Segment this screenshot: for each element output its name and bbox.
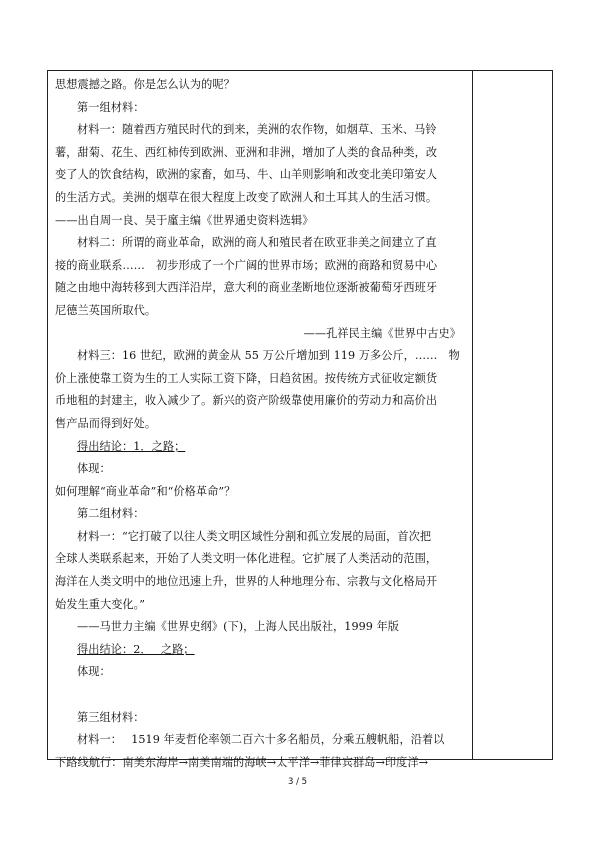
text-line: 材料三：16 世纪，欧洲的黄金从 55 万公斤增加到 119 万多公斤，…… 物: [77, 349, 460, 363]
text-line: 材料一： 1519 年麦哲伦率领二百六十多名船员，分乘五艘帆船，沿着以: [77, 733, 445, 747]
text-line: 思想震撼之路。你是怎么认为的呢？: [55, 78, 235, 91]
text-line: 接的商业联系…… 初步形成了一个广阔的世界市场；欧洲的商路和贸易中心: [55, 258, 438, 272]
table-column-divider: [472, 70, 473, 760]
text-line: 下路线航行：南美东海岸→南美南端的海峡→太平洋→菲律宾群岛→印度洋→: [55, 755, 429, 769]
text-line: 第一组材料：: [77, 100, 145, 114]
text-line: 体现：: [77, 665, 111, 679]
text-line: 材料一：随着西方殖民时代的到来，美洲的农作物，如烟草、玉米、马铃: [77, 123, 437, 137]
text-line: 售产品而得到好处。: [55, 416, 157, 430]
text-line: 尼德兰英国所取代。: [55, 303, 157, 317]
text-line: 始发生重大变化。”: [55, 597, 146, 611]
text-line: [55, 639, 467, 662]
text-line: 全球人类联系起来，开始了人类文明一体化进程。它扩展了人类活动的范围，: [55, 552, 438, 566]
text-line: 第二组材料：: [77, 507, 145, 521]
text-line: 第三组材料：: [77, 710, 145, 724]
text-line: 随之由地中海转移到大西洋沿岸，意大利的商业垄断地位逐渐被葡萄牙西班牙: [55, 281, 438, 295]
conclusion-text: 得出结论：2． 之路；: [77, 642, 195, 656]
text-line: 币地租的封建主，收入减少了。新兴的资产阶级靠使用廉价的劳动力和高价出: [55, 394, 438, 408]
text-line: [55, 436, 467, 459]
conclusion-text: 得出结论：1．之路；: [77, 439, 186, 453]
text-line: 材料一：“它打破了以往人类文明区域性分割和孤立发展的局面，首次把: [77, 529, 432, 543]
text-line: 薯，甜菊、花生、西红柿传到欧洲、亚洲和非洲，增加了人类的食品种类，改: [55, 145, 438, 159]
text-line: 材料二：所谓的商业革命，欧洲的商人和殖民者在欧亚非美之间建立了直: [77, 236, 437, 250]
text-line: ——孔祥民主编《世界中古史》: [303, 326, 461, 340]
page-number: 3 / 5: [287, 777, 308, 787]
text-line: 价上涨使靠工资为生的工人实际工资下降，日趋贫困。按传统方式征收定额货: [55, 371, 438, 385]
text-line: 的生活方式。美洲的烟草在很大程度上改变了欧洲人和土耳其人的生活习惯。: [55, 190, 438, 204]
text-line: 变了人的饮食结构，欧洲的家畜，如马、牛、山羊则影响和改变北美印第安人: [55, 168, 438, 182]
text-line: ——出自周一良、吴于廑主编《世界通史资料选辑》: [55, 213, 314, 227]
text-line: 海洋在人类文明中的地位迅速上升，世界的人种地理分布、宗教与文化格局开: [55, 575, 438, 589]
text-line: 如何理解“商业革命”和“价格革命”？: [55, 484, 236, 498]
text-line: 体现：: [77, 462, 111, 476]
lesson-content: [55, 74, 467, 774]
text-line: ——马世力主编《世界史纲》(下)，上海人民出版社，1999 年版: [77, 620, 400, 634]
blank-line: [55, 684, 467, 707]
